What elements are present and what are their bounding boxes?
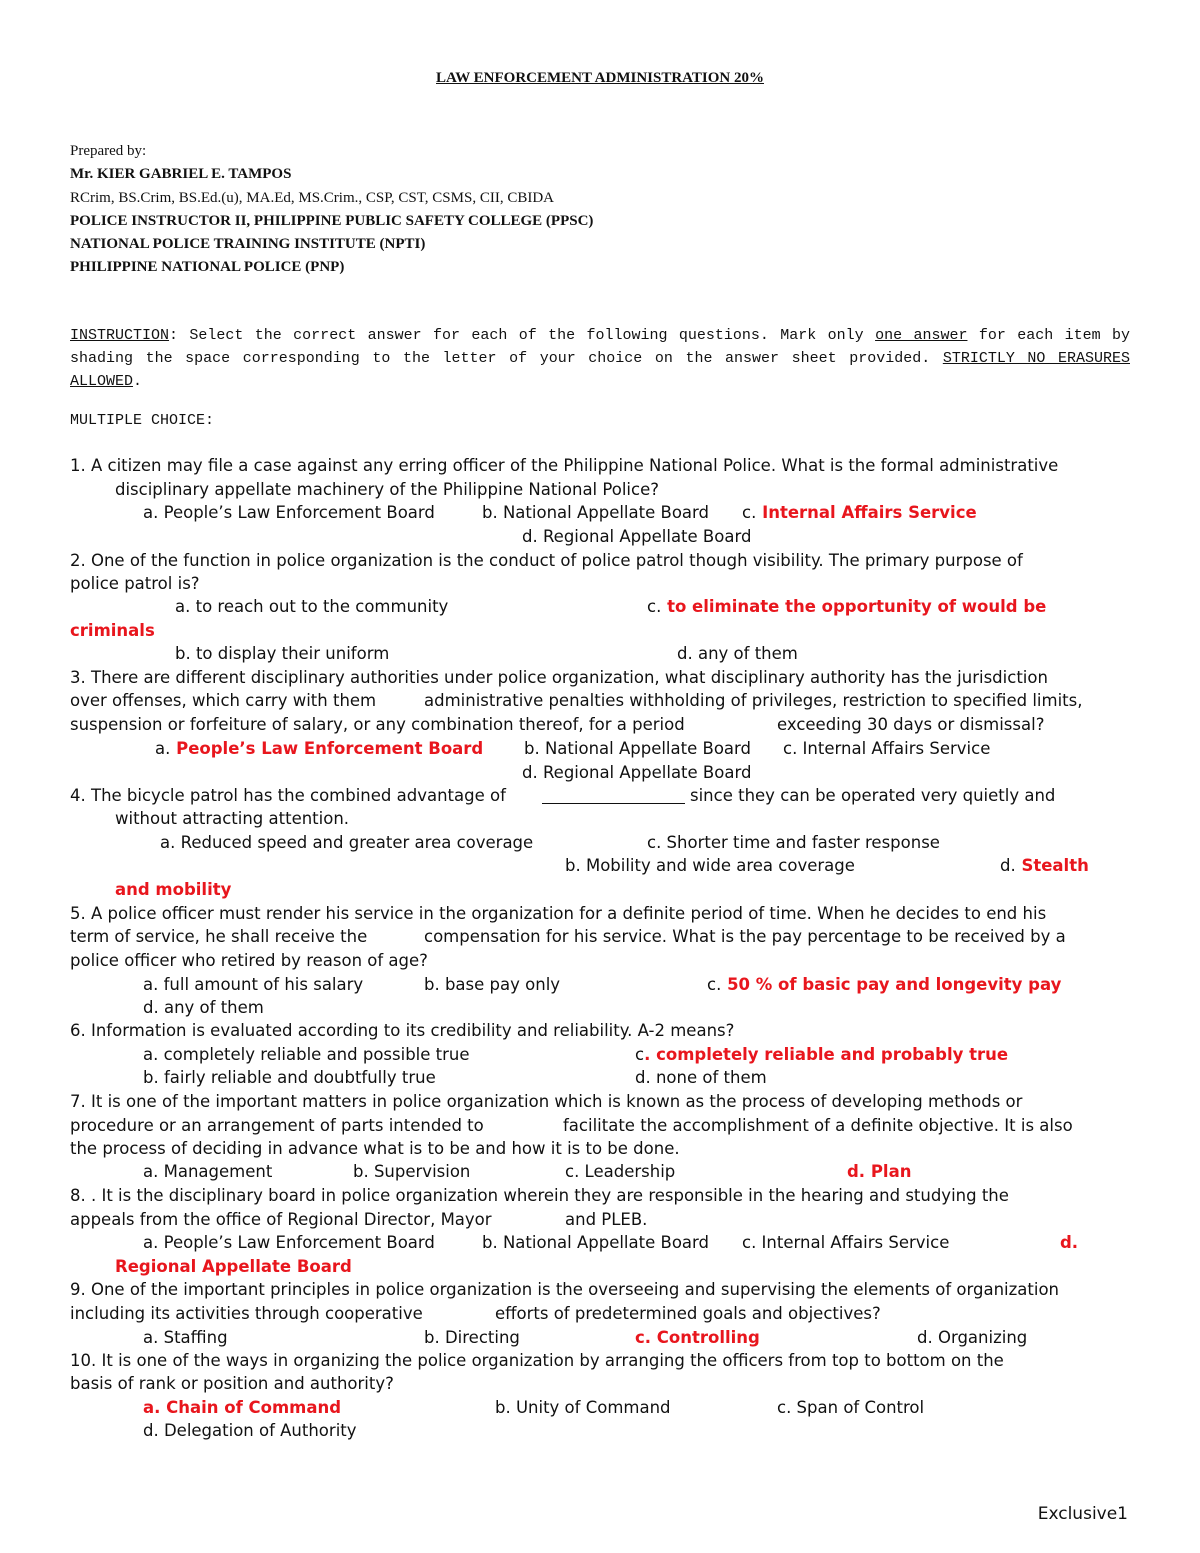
question-1-line-1: 1. A citizen may file a case against any erring officer of the Philippine National Police. What is the formal administrative [70, 456, 1059, 475]
question-3-line-2: over offenses, which carry with them [70, 691, 377, 710]
question-8-choice-d-letter: d. [1060, 1233, 1079, 1252]
question-10-choice-c: c. Span of Control [777, 1398, 925, 1417]
question-9-line-2b: efforts of predetermined goals and objectives? [495, 1304, 881, 1323]
question-7-choice-b: b. Supervision [353, 1162, 471, 1181]
question-8-line-1: 8. . It is the disciplinary board in police organization wherein they are responsible in the hearing and studying the [70, 1186, 1009, 1205]
question-9-line-1: 9. One of the important principles in police organization is the overseeing and supervising the elements of organization [70, 1280, 1060, 1299]
question-7-choice-c: c. Leadership [565, 1162, 676, 1181]
question-1-choice-c [742, 503, 977, 522]
choice-letter: a. [155, 739, 171, 758]
correct-answer: 50 % of basic pay and longevity pay [721, 975, 1062, 994]
question-3-choice-a [155, 739, 483, 758]
question-7-choice-d: d. Plan [847, 1162, 912, 1181]
question-8-choice-b: b. National Appellate Board [482, 1233, 709, 1252]
question-2-line-2: police patrol is? [70, 574, 200, 593]
correct-answer: Internal Affairs Service [756, 503, 977, 522]
question-8-choice-c: c. Internal Affairs Service [742, 1233, 950, 1252]
question-9-choice-b: b. Directing [424, 1328, 520, 1347]
author-position: POLICE INSTRUCTOR II, PHILIPPINE PUBLIC SAFETY COLLEGE (PPSC) [70, 213, 594, 229]
question-2-choice-b: b. to display their uniform [175, 644, 390, 663]
choice-letter: d. [1000, 856, 1016, 875]
correct-answer: to eliminate the opportunity of would be [661, 597, 1047, 616]
question-1-line-2: disciplinary appellate machinery of the Philippine National Police? [115, 480, 659, 499]
question-5-choice-b: b. base pay only [424, 975, 561, 994]
correct-answer: People’s Law Enforcement Board [170, 739, 484, 758]
instruction-emphasis: one answer [875, 327, 968, 344]
question-4-choice-d-continued: and mobility [115, 880, 232, 899]
question-2-choice-c [647, 597, 1046, 616]
instruction-paragraph [70, 324, 1130, 393]
question-9-choice-a: a. Staffing [143, 1328, 228, 1347]
question-8-choice-d: Regional Appellate Board [115, 1257, 352, 1276]
section-heading: MULTIPLE CHOICE: [70, 412, 215, 429]
question-2-line-1: 2. One of the function in police organization is the conduct of police patrol though visibility. The primary purpose of [70, 551, 1023, 570]
question-5-line-2b: compensation for his service. What is the pay percentage to be received by a [424, 927, 1066, 946]
correct-answer: . completely reliable and probably true [644, 1045, 1009, 1064]
question-5-choice-c [707, 975, 1061, 994]
question-7-line-2: procedure or an arrangement of parts intended to [70, 1116, 484, 1135]
prepared-by-label: Prepared by: [70, 143, 147, 159]
correct-answer: Stealth [1015, 856, 1089, 875]
document-title: LAW ENFORCEMENT ADMINISTRATION 20% [436, 70, 764, 86]
question-4-line-1: 4. The bicycle patrol has the combined advantage of [70, 786, 506, 805]
author-credentials: RCrim, BS.Crim, BS.Ed.(u), MA.Ed, MS.Crim., CSP, CST, CSMS, CII, CBIDA [70, 190, 554, 206]
question-3-choice-d: d. Regional Appellate Board [522, 763, 752, 782]
question-4-choice-d [1000, 856, 1089, 875]
question-10-choice-a: a. Chain of Command [143, 1398, 342, 1417]
author-organization: PHILIPPINE NATIONAL POLICE (PNP) [70, 259, 345, 275]
question-1-choice-b: b. National Appellate Board [482, 503, 709, 522]
question-10-choice-b: b. Unity of Command [495, 1398, 671, 1417]
question-2-choice-c-continued: criminals [70, 621, 155, 640]
question-5-choice-a: a. full amount of his salary [143, 975, 364, 994]
question-7-line-3: the process of deciding in advance what is to be and how it is to be done. [70, 1139, 680, 1158]
author-institute: NATIONAL POLICE TRAINING INSTITUTE (NPTI) [70, 236, 426, 252]
choice-letter: c. [647, 597, 662, 616]
question-2-choice-a: a. to reach out to the community [175, 597, 449, 616]
question-8-line-2b: and PLEB. [565, 1210, 648, 1229]
question-3-line-3: suspension or forfeiture of salary, or any combination thereof, for a period [70, 715, 685, 734]
question-9-choice-d: d. Organizing [917, 1328, 1028, 1347]
instruction-text-1: : Select the correct answer for each of the following questions. Mark only [169, 327, 876, 344]
question-10-choice-d: d. Delegation of Authority [143, 1421, 357, 1440]
question-7-choice-a: a. Management [143, 1162, 273, 1181]
answer-blank [542, 803, 685, 804]
question-4-line-2: without attracting attention. [115, 809, 350, 828]
question-1-choice-a: a. People’s Law Enforcement Board [143, 503, 435, 522]
question-4-choice-c: c. Shorter time and faster response [647, 833, 940, 852]
instruction-end: . [133, 373, 143, 390]
question-4-line-1b: since they can be operated very quietly and [690, 786, 1056, 805]
choice-letter: c. [742, 503, 757, 522]
question-6-choice-d: d. none of them [635, 1068, 767, 1087]
question-6-choice-a: a. completely reliable and possible true [143, 1045, 470, 1064]
question-5-line-2: term of service, he shall receive the [70, 927, 368, 946]
instruction-strict: STRICTLY NO ERASURES ALLOWED [70, 350, 1130, 390]
instruction-text-2: for each item by shading the space corresponding to the letter of your choice on the answer sheet provided. [70, 327, 1131, 367]
choice-letter: c [635, 1045, 645, 1064]
question-9-line-2: including its activities through cooperative [70, 1304, 423, 1323]
question-3-line-3b: exceeding 30 days or dismissal? [777, 715, 1045, 734]
question-5-line-1: 5. A police officer must render his service in the organization for a definite period of time. When he decides to end his [70, 904, 1047, 923]
author-name: Mr. KIER GABRIEL E. TAMPOS [70, 166, 292, 182]
question-8-choice-a: a. People’s Law Enforcement Board [143, 1233, 435, 1252]
question-8-line-2: appeals from the office of Regional Director, Mayor [70, 1210, 492, 1229]
question-5-line-3: police officer who retired by reason of age? [70, 951, 428, 970]
instruction-label: INSTRUCTION [70, 327, 170, 344]
question-5-choice-d: d. any of them [143, 998, 264, 1017]
question-1-choice-d: d. Regional Appellate Board [522, 527, 752, 546]
choice-letter: c. [707, 975, 722, 994]
question-10-line-2: basis of rank or position and authority? [70, 1374, 394, 1393]
question-7-line-2b: facilitate the accomplishment of a definite objective. It is also [563, 1116, 1073, 1135]
question-6-line-1: 6. Information is evaluated according to its credibility and reliability. A-2 means? [70, 1021, 735, 1040]
question-4-choice-a: a. Reduced speed and greater area coverage [160, 833, 534, 852]
question-10-line-1: 10. It is one of the ways in organizing the police organization by arranging the officers from top to bottom on the [70, 1351, 1004, 1370]
question-7-line-1: 7. It is one of the important matters in police organization which is known as the process of developing methods or [70, 1092, 1023, 1111]
question-3-choice-c: c. Internal Affairs Service [783, 739, 991, 758]
question-6-choice-c [635, 1045, 1008, 1064]
question-4-choice-b: b. Mobility and wide area coverage [565, 856, 855, 875]
question-9-choice-c: c. Controlling [635, 1328, 760, 1347]
question-3-line-2b: administrative penalties withholding of privileges, restriction to specified limits, [424, 691, 1083, 710]
question-3-line-1: 3. There are different disciplinary authorities under police organization, what disciplinary authority has the jurisdiction [70, 668, 1048, 687]
question-6-choice-b: b. fairly reliable and doubtfully true [143, 1068, 436, 1087]
question-3-choice-b: b. National Appellate Board [524, 739, 751, 758]
question-2-choice-d: d. any of them [677, 644, 798, 663]
page-footer: Exclusive1 [1037, 1504, 1128, 1524]
